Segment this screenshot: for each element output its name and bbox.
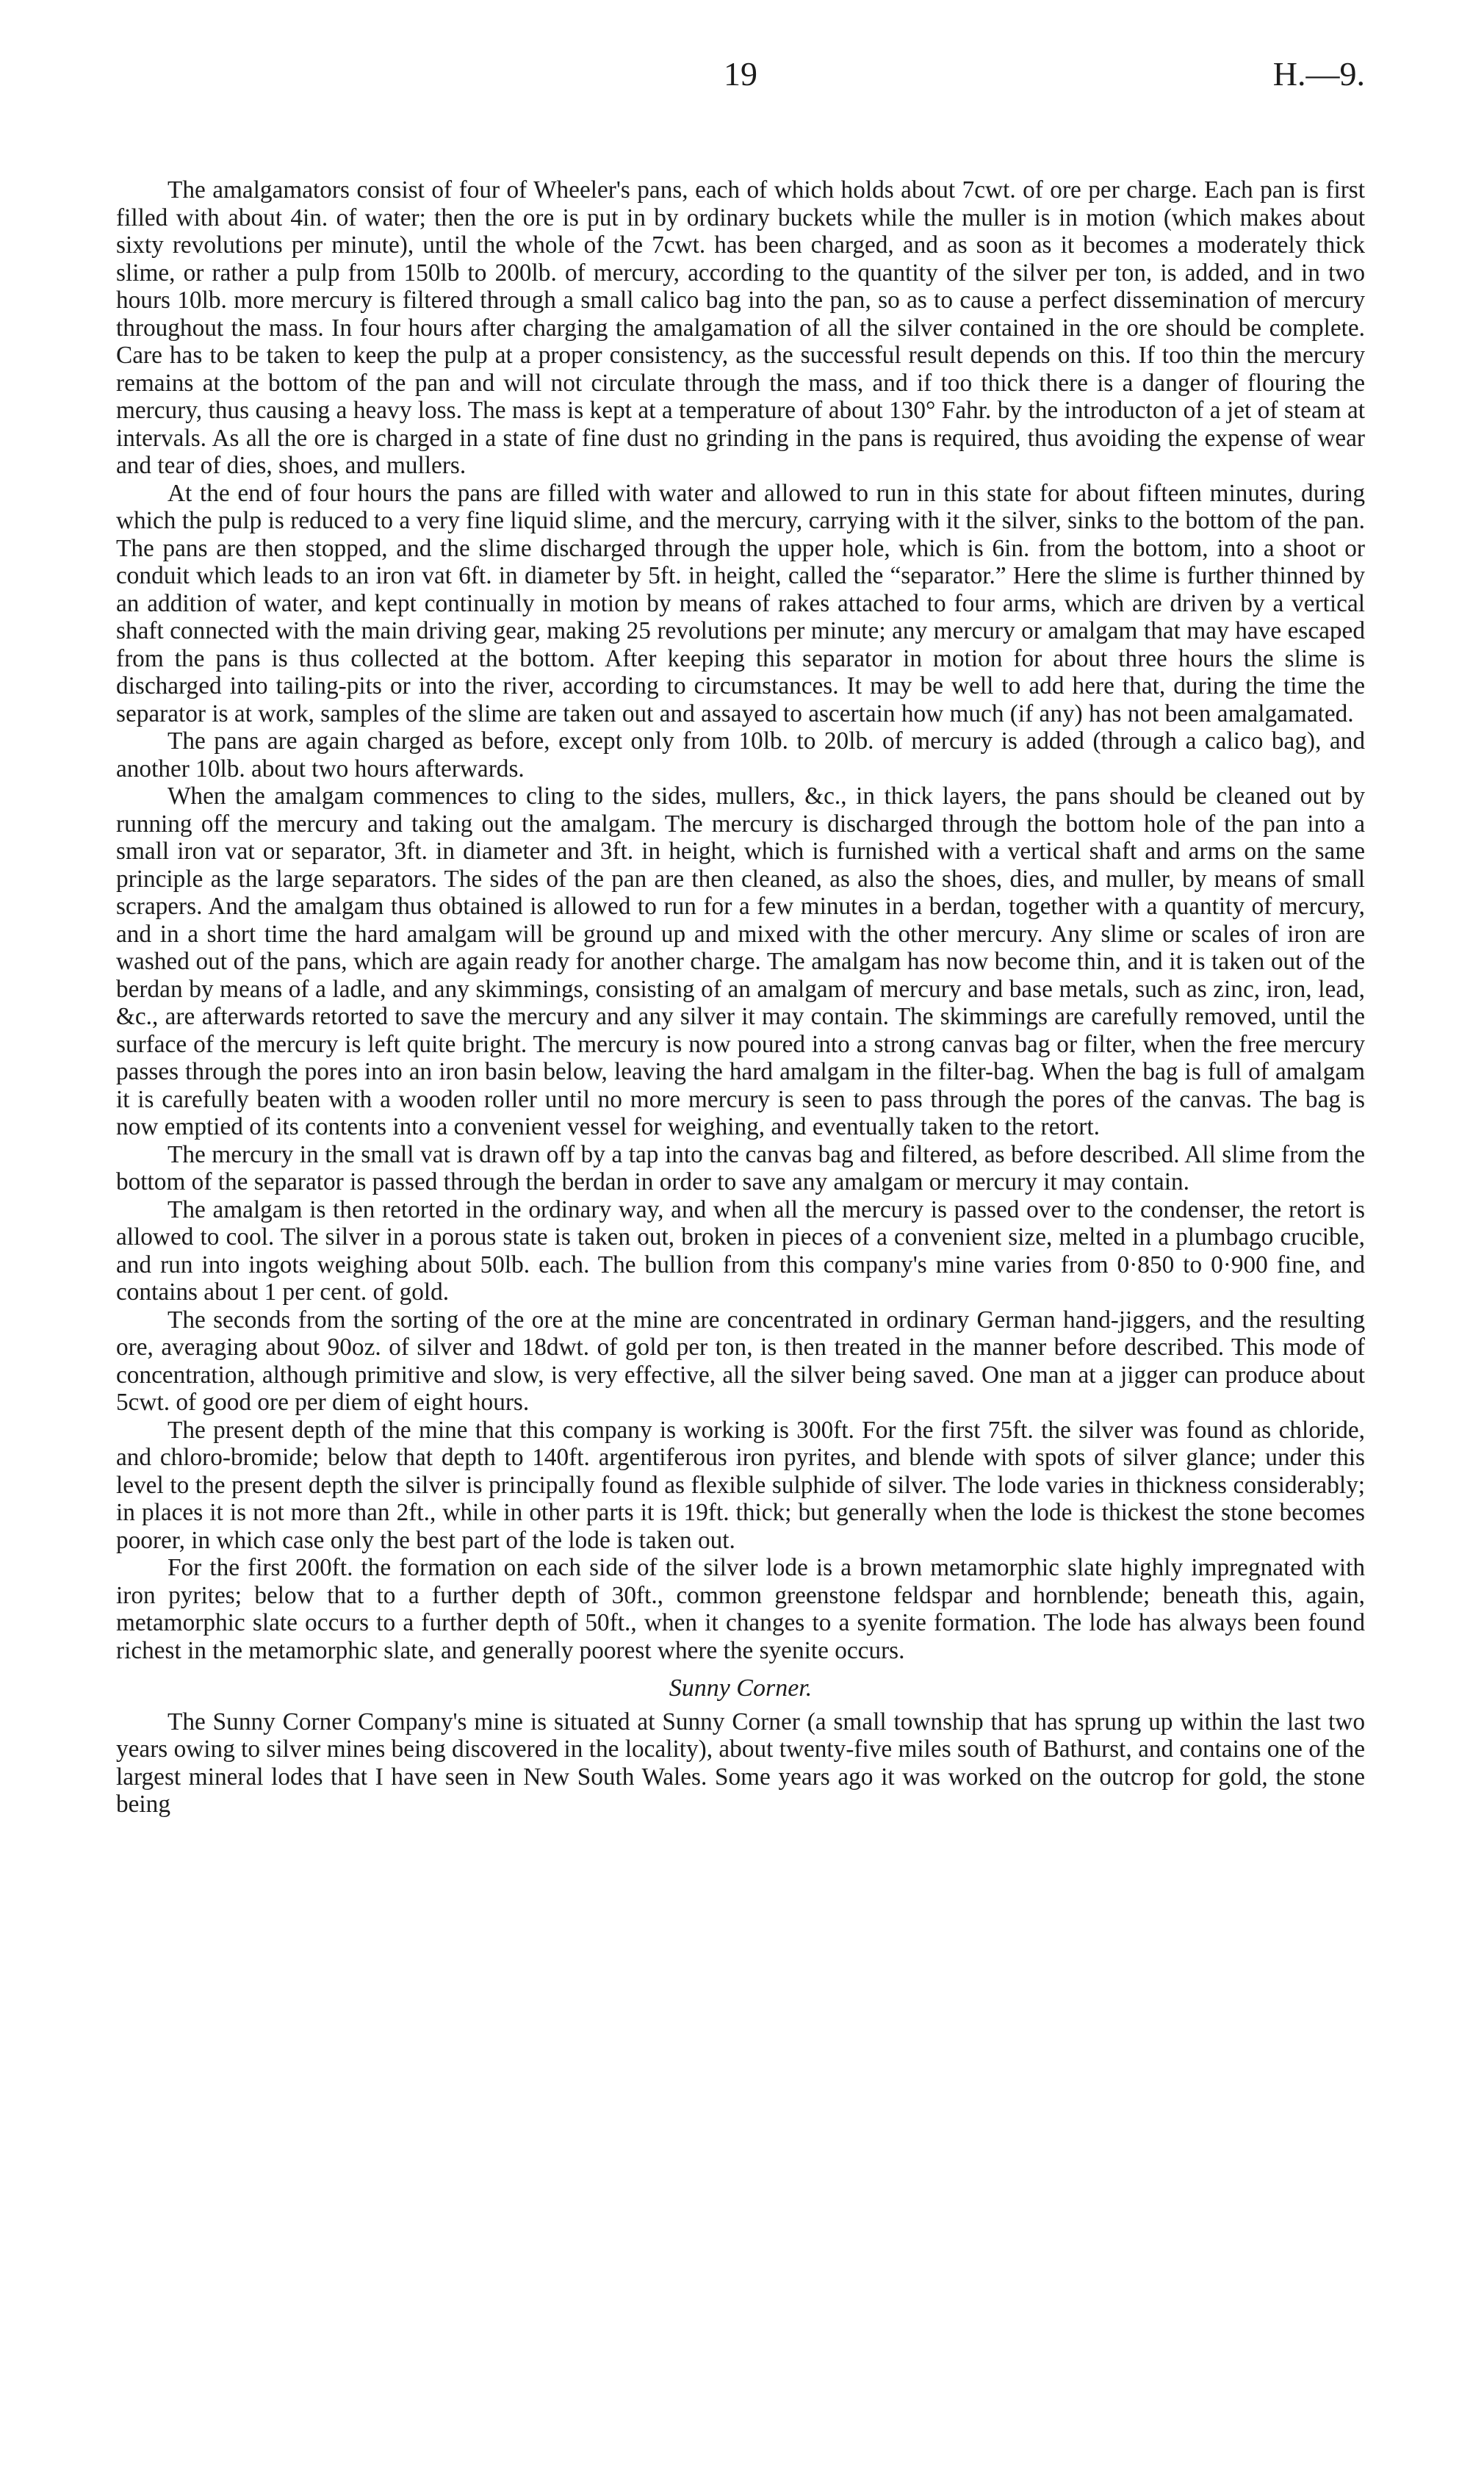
page-number: 19 — [724, 55, 757, 93]
section-heading-sunny-corner: Sunny Corner. — [669, 1675, 813, 1702]
paragraph-mine-depth: The present depth of the mine that this company is working is 300ft. For the first 75ft. the silver was found as chloride, and chloro-bromide; below that depth to 140ft. argentiferous iron pyrites, and blende with spots of silver glance; under this level to the present depth the silver is principally found as flexible sulphide of silver. The lode varies in thickness considerably; in places it is not more than 2ft., while in other parts it is 19ft. thick; but generally when the lode is thickest the stone becomes poorer, in which case only the best part of the lode is taken out. — [116, 1416, 1365, 1554]
paragraph-formation: For the first 200ft. the formation on each side of the silver lode is a brown metamorphic slate highly impregnated with iron pyrites; below that to a further depth of 30ft., common greenstone feldspar and hornblende; beneath this, again, metamorphic slate occurs to a further depth of 50ft., when it changes to a syenite formation. The lode has always been found richest in the metamorphic slate, and generally poorest where the syenite occurs. — [116, 1554, 1365, 1664]
document-page — [116, 44, 1365, 1819]
paragraph-cleaning-pans: When the amalgam commences to cling to the sides, mullers, &c., in thick layers, the pans should be cleaned out by running off the mercury and taking out the amalgam. The mercury is discharged through the bottom hole of the pan into a small iron vat or separator, 3ft. in diameter and 3ft. in height, which is furnished with a vertical shaft and arms on the same principle as the large separators. The sides of the pan are then cleaned, as also the shoes, dies, and muller, by means of small scrapers. And the amalgam thus obtained is allowed to run for a few minutes in a berdan, together with a quantity of mercury, and in a short time the hard amalgam will be ground up and mixed with the other mercury. Any slime or scales of iron are washed out of the pans, which are again ready for another charge. The amalgam has now become thin, and it is taken out of the berdan by means of a ladle, and any skimmings, consisting of an amalgam of mercury and base metals, such as zinc, iron, lead, &c., are afterwards retorted to save the mercury and any silver it may contain. The skimmings are carefully removed, until the surface of the mercury is left quite bright. The mercury is now poured into a strong canvas bag or filter, when the free mercury passes through the pores into an iron basin below, leaving the hard amalgam in the filter-bag. When the bag is full of amalgam it is carefully beaten with a wooden roller until no more mercury is seen to pass through the pores of the canvas. The bag is now emptied of its contents into a convenient vessel for weighing, and eventually taken to the retort. — [116, 783, 1365, 1140]
paragraph-seconds-concentration: The seconds from the sorting of the ore at the mine are concentrated in ordinary German hand-jiggers, and the resulting ore, averaging about 90oz. of silver and 18dwt. of gold per ton, is then treated in the manner before described. This mode of concentration, although primitive and slow, is very effective, all the silver being saved. One man at a jigger can produce about 5cwt. of good ore per diem of eight hours. — [116, 1306, 1365, 1416]
paragraph-small-vat: The mercury in the small vat is drawn off by a tap into the canvas bag and filtered, as before described. All slime from the bottom of the separator is passed through the berdan in order to save any amalgam or mercury it may contain. — [116, 1140, 1365, 1195]
paragraph-four-hours: At the end of four hours the pans are filled with water and allowed to run in this state for about fifteen minutes, during which the pulp is reduced to a very fine liquid slime, and the mercury, carrying with it the silver, sinks to the bottom of the pan. The pans are then stopped, and the slime discharged through the upper hole, which is 6in. from the bottom, into a shoot or conduit which leads to an iron vat 6ft. in diameter by 5ft. in height, called the “separator.” Here the slime is further thinned by an addition of water, and kept continually in motion by means of rakes attached to four arms, which are driven by a vertical shaft connected with the main driving gear, making 25 revolutions per minute; any mercury or amalgam that may have escaped from the pans is thus collected at the bottom. After keeping this separator in motion for about three hours the slime is discharged into tailing-pits or into the river, according to circumstances. It may be well to add here that, during the time the separator is at work, samples of the slime are taken out and assayed to ascertain how much (if any) has not been amalgamated. — [116, 479, 1365, 727]
body-text — [116, 176, 1365, 1819]
paragraph-sunny-corner: The Sunny Corner Company's mine is situated at Sunny Corner (a small township that has sprung up within the last two years owing to silver mines being discovered in the locality), about twenty-five miles south of Bathurst, and contains one of the largest mineral lodes that I have seen in New South Wales. Some years ago it was worked on the outcrop for gold, the stone being — [116, 1708, 1365, 1818]
page-header — [116, 44, 1365, 103]
paragraph-retorting: The amalgam is then retorted in the ordinary way, and when all the mercury is passed over to the condenser, the retort is allowed to cool. The silver in a porous state is taken out, broken in pieces of a convenient size, melted in a plumbago crucible, and run into ingots weighing about 50lb. each. The bullion from this company's mine varies from 0·850 to 0·900 fine, and contains about 1 per cent. of gold. — [116, 1195, 1365, 1306]
paragraph-pans-recharged: The pans are again charged as before, except only from 10lb. to 20lb. of mercury is added (through a calico bag), and another 10lb. about two hours afterwards. — [116, 727, 1365, 783]
paragraph-amalgamators: The amalgamators consist of four of Wheeler's pans, each of which holds about 7cwt. of ore per charge. Each pan is first filled with about 4in. of water; then the ore is put in by ordinary buckets while the muller is in motion (which makes about sixty revolutions per minute), until the whole of the 7cwt. has been charged, and as soon as it becomes a moderately thick slime, or rather a pulp from 150lb to 200lb. of mercury, according to the quantity of the silver per ton, is added, and in two hours 10lb. more mercury is filtered through a small calico bag into the pan, so as to cause a perfect dissemination of mercury throughout the mass. In four hours after charging the amalgamation of all the silver contained in the ore should be complete. Care has to be taken to keep the pulp at a proper consistency, as the successful result depends on this. If too thin the mercury remains at the bottom of the pan and will not circulate through the mass, and if too thick there is a danger of flouring the mercury, thus causing a heavy loss. The mass is kept at a temperature of about 130° Fahr. by the introducton of a jet of steam at intervals. As all the ore is charged in a state of fine dust no grinding in the pans is required, thus avoiding the expense of wear and tear of dies, shoes, and mullers. — [116, 176, 1365, 479]
document-reference: H.—9. — [1272, 55, 1365, 93]
